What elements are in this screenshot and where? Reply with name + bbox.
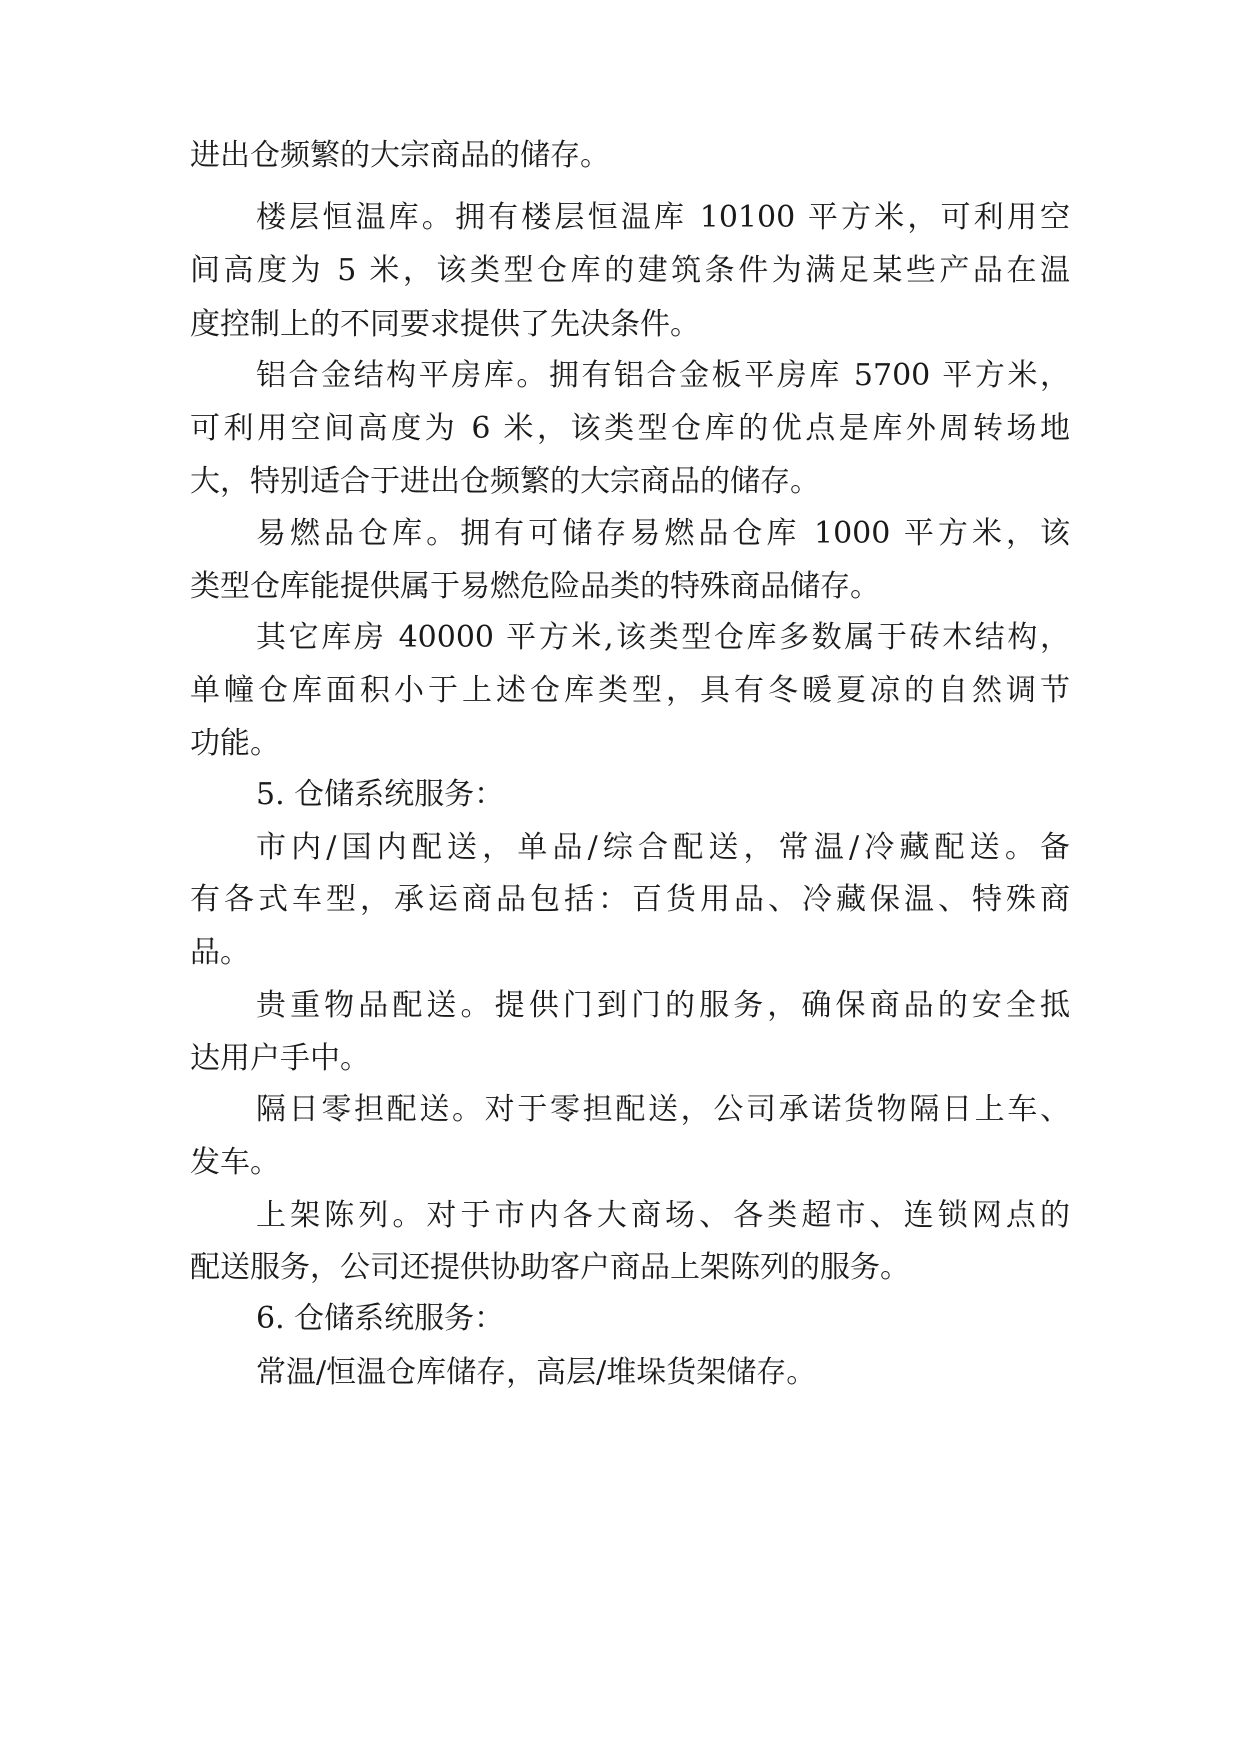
section-heading: 6. 仓储系统服务： xyxy=(256,1301,505,1336)
paragraph-line: 配送服务，公司还提供协助客户商品上架陈列的服务。 xyxy=(190,1250,910,1285)
paragraph-line: 可利用空间高度为 6 米，该类型仓库的优点是库外周转场地 xyxy=(190,411,1070,446)
paragraph-line: 功能。 xyxy=(190,726,280,761)
paragraph-line: 隔日零担配送。对于零担配送，公司承诺货物隔日上车、 xyxy=(256,1092,1070,1127)
paragraph-line: 发车。 xyxy=(190,1145,280,1180)
paragraph-line: 品。 xyxy=(190,935,250,970)
paragraph-line: 铝合金结构平房库。拥有铝合金板平房库 5700 平方米， xyxy=(256,358,1070,393)
section-heading: 5. 仓储系统服务： xyxy=(256,777,505,812)
paragraph-line: 市内/国内配送，单品/综合配送，常温/冷藏配送。备 xyxy=(256,830,1070,865)
paragraph-line: 其它库房 40000 平方米,该类型仓库多数属于砖木结构， xyxy=(256,620,1070,655)
paragraph-line: 达用户手中。 xyxy=(190,1041,370,1076)
paragraph-line: 楼层恒温库。拥有楼层恒温库 10100 平方米，可利用空 xyxy=(256,200,1070,235)
paragraph-line: 度控制上的不同要求提供了先决条件。 xyxy=(190,307,700,342)
paragraph-line: 单幢仓库面积小于上述仓库类型，具有冬暖夏凉的自然调节 xyxy=(190,673,1070,708)
paragraph-line: 类型仓库能提供属于易燃危险品类的特殊商品储存。 xyxy=(190,569,880,604)
paragraph-line: 易燃品仓库。拥有可储存易燃品仓库 1000 平方米，该 xyxy=(256,516,1070,551)
paragraph-line: 上架陈列。对于市内各大商场、各类超市、连锁网点的 xyxy=(256,1198,1070,1233)
paragraph-line: 大，特别适合于进出仓频繁的大宗商品的储存。 xyxy=(190,464,820,499)
paragraph-line: 有各式车型，承运商品包括：百货用品、冷藏保温、特殊商 xyxy=(190,882,1070,917)
paragraph-line: 间高度为 5 米，该类型仓库的建筑条件为满足某些产品在温 xyxy=(190,253,1070,288)
paragraph-line: 贵重物品配送。提供门到门的服务，确保商品的安全抵 xyxy=(256,988,1070,1023)
paragraph-line: 常温/恒温仓库储存，高层/堆垛货架储存。 xyxy=(256,1355,817,1390)
paragraph-line: 进出仓频繁的大宗商品的储存。 xyxy=(190,138,610,173)
